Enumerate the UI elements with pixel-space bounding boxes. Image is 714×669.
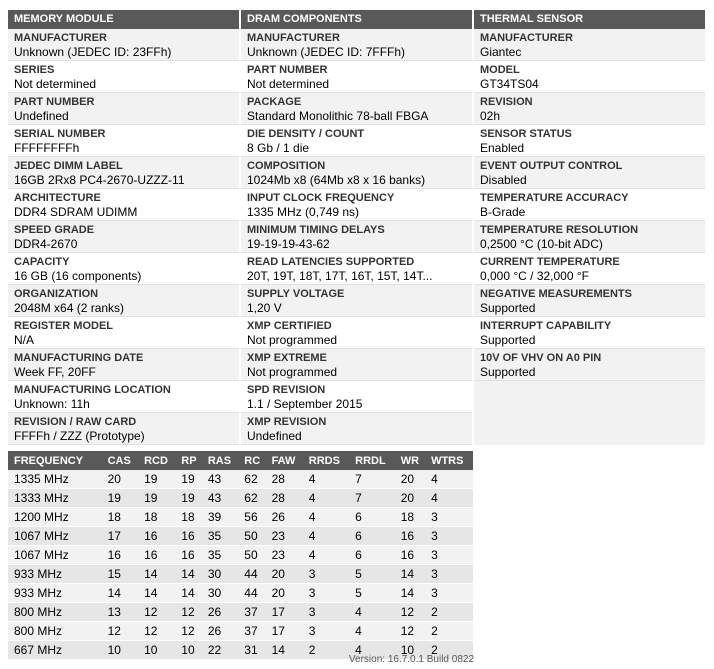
timing-cell: 1335 MHz — [8, 470, 102, 489]
info-label: MANUFACTURING LOCATION — [14, 384, 171, 396]
table-row — [8, 622, 473, 641]
info-cell — [241, 253, 472, 285]
timing-cell: 2 — [303, 641, 349, 660]
info-value: Unknown: 11h — [14, 397, 90, 411]
timing-cell: 4 — [303, 527, 349, 546]
empty-cell — [474, 413, 705, 445]
info-value: 16GB 2Rx8 PC4-2670-UZZZ-11 — [14, 173, 185, 187]
info-cell — [241, 125, 472, 157]
timing-cell: 933 MHz — [8, 565, 102, 584]
thermal-sensor-column — [474, 10, 705, 445]
info-value: FFFFFFFFh — [14, 141, 80, 155]
info-label: DIE DENSITY / COUNT — [247, 128, 365, 140]
timing-cell: 16 — [102, 546, 138, 565]
timing-cell: 35 — [202, 527, 238, 546]
timing-cell: 28 — [266, 470, 303, 489]
timing-cell: 2 — [425, 603, 473, 622]
info-label: INPUT CLOCK FREQUENCY — [247, 192, 395, 204]
info-label: TEMPERATURE RESOLUTION — [480, 224, 639, 236]
timing-cell: 28 — [266, 489, 303, 508]
timing-cell: 7 — [349, 470, 395, 489]
dram-components-column — [241, 10, 472, 445]
timing-cell: 14 — [138, 584, 175, 603]
info-label: REVISION / RAW CARD — [14, 416, 137, 428]
info-label: CURRENT TEMPERATURE — [480, 256, 620, 268]
timing-cell: 50 — [238, 546, 265, 565]
timing-cell: 14 — [175, 584, 202, 603]
info-cell — [474, 29, 705, 61]
timing-cell: 4 — [425, 470, 473, 489]
timing-cell: 14 — [395, 584, 425, 603]
dram-components-header: DRAM COMPONENTS — [241, 10, 472, 29]
info-cell — [241, 189, 472, 221]
timing-cell: 16 — [395, 546, 425, 565]
info-value: 1,20 V — [247, 301, 282, 315]
table-row — [8, 584, 473, 603]
info-value: Undefined — [14, 109, 69, 123]
info-label: 10V OF VHV ON A0 PIN — [480, 352, 602, 364]
timing-cell: 12 — [102, 622, 138, 641]
timing-cell: 667 MHz — [8, 641, 102, 660]
timing-cell: 5 — [349, 565, 395, 584]
timing-cell: 12 — [138, 622, 175, 641]
info-cell — [241, 413, 472, 445]
info-label: INTERRUPT CAPABILITY — [480, 320, 612, 332]
timing-cell: 15 — [102, 565, 138, 584]
info-cell — [8, 285, 239, 317]
timing-cell: 23 — [266, 546, 303, 565]
timing-cell: 3 — [425, 508, 473, 527]
info-value: 16 GB (16 components) — [14, 269, 142, 283]
timing-cell: 12 — [395, 622, 425, 641]
info-cell — [474, 221, 705, 253]
info-value: Supported — [480, 333, 536, 347]
info-label: JEDEC DIMM LABEL — [14, 160, 123, 172]
info-value: 1.1 / September 2015 — [247, 397, 363, 411]
timing-column-header: WTRS — [425, 451, 473, 470]
timing-cell: 35 — [202, 546, 238, 565]
info-value: Disabled — [480, 173, 527, 187]
timing-cell: 6 — [349, 508, 395, 527]
info-value: DDR4 SDRAM UDIMM — [14, 205, 138, 219]
info-value: 2048M x64 (2 ranks) — [14, 301, 125, 315]
info-cell — [8, 349, 239, 381]
info-cell — [474, 253, 705, 285]
info-cell — [474, 125, 705, 157]
timing-cell: 16 — [175, 527, 202, 546]
timing-cell: 12 — [175, 622, 202, 641]
timing-cell: 19 — [138, 489, 175, 508]
timing-column-header: RRDL — [349, 451, 395, 470]
info-value: Enabled — [480, 141, 525, 155]
info-cell — [8, 157, 239, 189]
info-value: FFFFh / ZZZ (Prototype) — [14, 429, 145, 443]
info-label: MODEL — [480, 64, 520, 76]
timing-cell: 1067 MHz — [8, 546, 102, 565]
timing-cell: 933 MHz — [8, 584, 102, 603]
info-label: PART NUMBER — [247, 64, 328, 76]
info-cell — [474, 285, 705, 317]
info-cell — [241, 157, 472, 189]
timing-cell: 14 — [175, 565, 202, 584]
timing-cell: 44 — [238, 584, 265, 603]
info-value: 8 Gb / 1 die — [247, 141, 310, 155]
info-cell — [241, 221, 472, 253]
info-value: Week FF, 20FF — [14, 365, 96, 379]
info-cell — [241, 61, 472, 93]
timing-cell: 16 — [138, 527, 175, 546]
timing-column-header: CAS — [102, 451, 138, 470]
timing-column-header: RAS — [202, 451, 238, 470]
empty-cell — [474, 381, 705, 413]
info-cell — [241, 285, 472, 317]
timing-cell: 12 — [138, 603, 175, 622]
timing-column-header: RCD — [138, 451, 175, 470]
timing-cell: 18 — [102, 508, 138, 527]
info-label: MANUFACTURING DATE — [14, 352, 144, 364]
thermal-sensor-header: THERMAL SENSOR — [474, 10, 705, 29]
timing-cell: 4 — [303, 470, 349, 489]
info-value: 20T, 19T, 18T, 17T, 16T, 15T, 14T... — [247, 269, 433, 283]
info-value: Supported — [480, 301, 536, 315]
timing-cell: 16 — [138, 546, 175, 565]
timing-cell: 1200 MHz — [8, 508, 102, 527]
info-cell — [474, 349, 705, 381]
table-row — [8, 489, 473, 508]
timing-cell: 3 — [425, 546, 473, 565]
info-cell — [8, 317, 239, 349]
info-value: GT34TS04 — [480, 77, 539, 91]
info-cell — [8, 381, 239, 413]
timing-cell: 26 — [202, 622, 238, 641]
timing-cell: 3 — [303, 622, 349, 641]
info-cell — [8, 413, 239, 445]
timing-cell: 20 — [395, 489, 425, 508]
timing-cell: 62 — [238, 489, 265, 508]
info-label: PACKAGE — [247, 96, 302, 108]
info-label: REGISTER MODEL — [14, 320, 114, 332]
timing-cell: 20 — [266, 565, 303, 584]
timing-cell: 20 — [266, 584, 303, 603]
info-label: ARCHITECTURE — [14, 192, 101, 204]
spd-info-grid — [8, 10, 706, 445]
version-label: Version: 16.7.0.1 Build 0822 — [348, 654, 474, 665]
info-cell — [241, 349, 472, 381]
timing-cell: 7 — [349, 489, 395, 508]
table-row — [8, 565, 473, 584]
timing-cell: 4 — [349, 641, 395, 660]
info-label: COMPOSITION — [247, 160, 326, 172]
info-cell — [8, 61, 239, 93]
timing-cell: 1067 MHz — [8, 527, 102, 546]
info-label: PART NUMBER — [14, 96, 95, 108]
timing-cell: 800 MHz — [8, 603, 102, 622]
info-label: SERIAL NUMBER — [14, 128, 106, 140]
info-label: SPEED GRADE — [14, 224, 95, 236]
info-cell — [474, 93, 705, 125]
info-label: XMP CERTIFIED — [247, 320, 332, 332]
timing-cell: 20 — [102, 470, 138, 489]
info-cell — [8, 125, 239, 157]
info-label: MINIMUM TIMING DELAYS — [247, 224, 385, 236]
info-cell — [474, 317, 705, 349]
timing-column-header: RC — [238, 451, 265, 470]
info-label: NEGATIVE MEASUREMENTS — [480, 288, 632, 300]
info-cell — [241, 29, 472, 61]
timing-cell: 17 — [266, 622, 303, 641]
info-value: Giantec — [480, 45, 522, 59]
info-value: Not determined — [247, 77, 330, 91]
timing-cell: 37 — [238, 622, 265, 641]
timing-cell: 26 — [266, 508, 303, 527]
timing-column-header: RRDS — [303, 451, 349, 470]
timing-cell: 43 — [202, 489, 238, 508]
info-cell — [8, 221, 239, 253]
info-cell — [474, 189, 705, 221]
info-value: Not programmed — [247, 365, 338, 379]
info-label: MANUFACTURER — [480, 32, 573, 44]
timing-cell: 17 — [102, 527, 138, 546]
info-label: SENSOR STATUS — [480, 128, 572, 140]
timing-cell: 19 — [175, 470, 202, 489]
timing-cell: 26 — [202, 603, 238, 622]
timing-cell: 17 — [266, 603, 303, 622]
info-label: XMP REVISION — [247, 416, 327, 428]
info-label: ORGANIZATION — [14, 288, 99, 300]
timing-cell: 56 — [238, 508, 265, 527]
info-cell — [8, 29, 239, 61]
info-label: SPD REVISION — [247, 384, 326, 396]
info-cell — [8, 93, 239, 125]
info-value: 1335 MHz (0,749 ns) — [247, 205, 360, 219]
timing-cell: 3 — [303, 603, 349, 622]
timing-cell: 14 — [266, 641, 303, 660]
timing-cell: 3 — [425, 584, 473, 603]
timing-cell: 22 — [202, 641, 238, 660]
timing-cell: 1333 MHz — [8, 489, 102, 508]
timing-cell: 4 — [303, 508, 349, 527]
timing-cell: 6 — [349, 527, 395, 546]
timing-cell: 18 — [138, 508, 175, 527]
timing-cell: 4 — [303, 546, 349, 565]
info-value: Not programmed — [247, 333, 338, 347]
info-value: DDR4-2670 — [14, 237, 78, 251]
timing-cell: 3 — [303, 584, 349, 603]
info-cell — [241, 381, 472, 413]
timings-header-row — [8, 451, 473, 470]
info-value: Unknown (JEDEC ID: 7FFFh) — [247, 45, 406, 59]
timing-cell: 13 — [102, 603, 138, 622]
table-row — [8, 508, 473, 527]
timing-cell: 14 — [102, 584, 138, 603]
info-cell — [8, 253, 239, 285]
info-label: REVISION — [480, 96, 533, 108]
timing-cell: 800 MHz — [8, 622, 102, 641]
info-value: Not determined — [14, 77, 97, 91]
info-value: 0,2500 °C (10-bit ADC) — [480, 237, 603, 251]
memory-module-header: MEMORY MODULE — [8, 10, 239, 29]
timing-cell: 14 — [395, 565, 425, 584]
timing-cell: 19 — [138, 470, 175, 489]
info-value: N/A — [14, 333, 35, 347]
timing-cell: 44 — [238, 565, 265, 584]
timing-cell: 14 — [138, 565, 175, 584]
info-cell — [474, 157, 705, 189]
timing-cell: 43 — [202, 470, 238, 489]
timing-cell: 10 — [102, 641, 138, 660]
timing-cell: 23 — [266, 527, 303, 546]
timing-cell: 12 — [395, 603, 425, 622]
timing-column-header: WR — [395, 451, 425, 470]
timing-cell: 30 — [202, 565, 238, 584]
timing-cell: 10 — [175, 641, 202, 660]
info-label: SERIES — [14, 64, 55, 76]
timing-column-header: FREQUENCY — [8, 451, 102, 470]
info-label: SUPPLY VOLTAGE — [247, 288, 345, 300]
timing-cell: 4 — [425, 489, 473, 508]
timing-cell: 50 — [238, 527, 265, 546]
table-row — [8, 546, 473, 565]
timing-cell: 16 — [175, 546, 202, 565]
timing-cell: 18 — [395, 508, 425, 527]
info-label: XMP EXTREME — [247, 352, 327, 364]
timing-cell: 12 — [175, 603, 202, 622]
timing-cell: 37 — [238, 603, 265, 622]
timing-cell: 4 — [303, 489, 349, 508]
timing-cell: 6 — [349, 546, 395, 565]
info-value: 0,000 °C / 32,000 °F — [480, 269, 589, 283]
timing-cell: 19 — [175, 489, 202, 508]
timings-table — [8, 451, 473, 660]
table-row — [8, 603, 473, 622]
timing-cell: 10 — [138, 641, 175, 660]
info-value: Supported — [480, 365, 536, 379]
info-value: B-Grade — [480, 205, 526, 219]
timing-cell: 30 — [202, 584, 238, 603]
timing-cell: 2 — [425, 622, 473, 641]
timing-column-header: RP — [175, 451, 202, 470]
timing-cell: 19 — [102, 489, 138, 508]
timing-cell: 3 — [303, 565, 349, 584]
timing-cell: 4 — [349, 603, 395, 622]
timing-column-header: FAW — [266, 451, 303, 470]
timing-cell: 31 — [238, 641, 265, 660]
info-value: 19-19-19-43-62 — [247, 237, 330, 251]
timing-cell: 39 — [202, 508, 238, 527]
timing-cell: 2 — [425, 641, 473, 660]
timing-cell: 3 — [425, 565, 473, 584]
timing-cell: 5 — [349, 584, 395, 603]
info-value: Standard Monolithic 78-ball FBGA — [247, 109, 429, 123]
info-cell — [474, 61, 705, 93]
timing-cell: 3 — [425, 527, 473, 546]
timing-cell: 10 — [395, 641, 425, 660]
info-label: MANUFACTURER — [14, 32, 107, 44]
info-value: 02h — [480, 109, 501, 123]
timing-cell: 16 — [395, 527, 425, 546]
table-row — [8, 470, 473, 489]
timing-cell: 62 — [238, 470, 265, 489]
timing-cell: 20 — [395, 470, 425, 489]
info-cell — [241, 93, 472, 125]
info-label: READ LATENCIES SUPPORTED — [247, 256, 415, 268]
info-label: EVENT OUTPUT CONTROL — [480, 160, 623, 172]
info-value: 1024Mb x8 (64Mb x8 x 16 banks) — [247, 173, 426, 187]
timing-cell: 4 — [349, 622, 395, 641]
timing-cell: 18 — [175, 508, 202, 527]
info-value: Unknown (JEDEC ID: 23FFh) — [14, 45, 172, 59]
info-label: MANUFACTURER — [247, 32, 340, 44]
info-label: TEMPERATURE ACCURACY — [480, 192, 629, 204]
info-cell — [8, 189, 239, 221]
info-label: CAPACITY — [14, 256, 70, 268]
info-cell — [241, 317, 472, 349]
info-value: Undefined — [247, 429, 302, 443]
memory-module-column — [8, 10, 239, 445]
table-row — [8, 527, 473, 546]
